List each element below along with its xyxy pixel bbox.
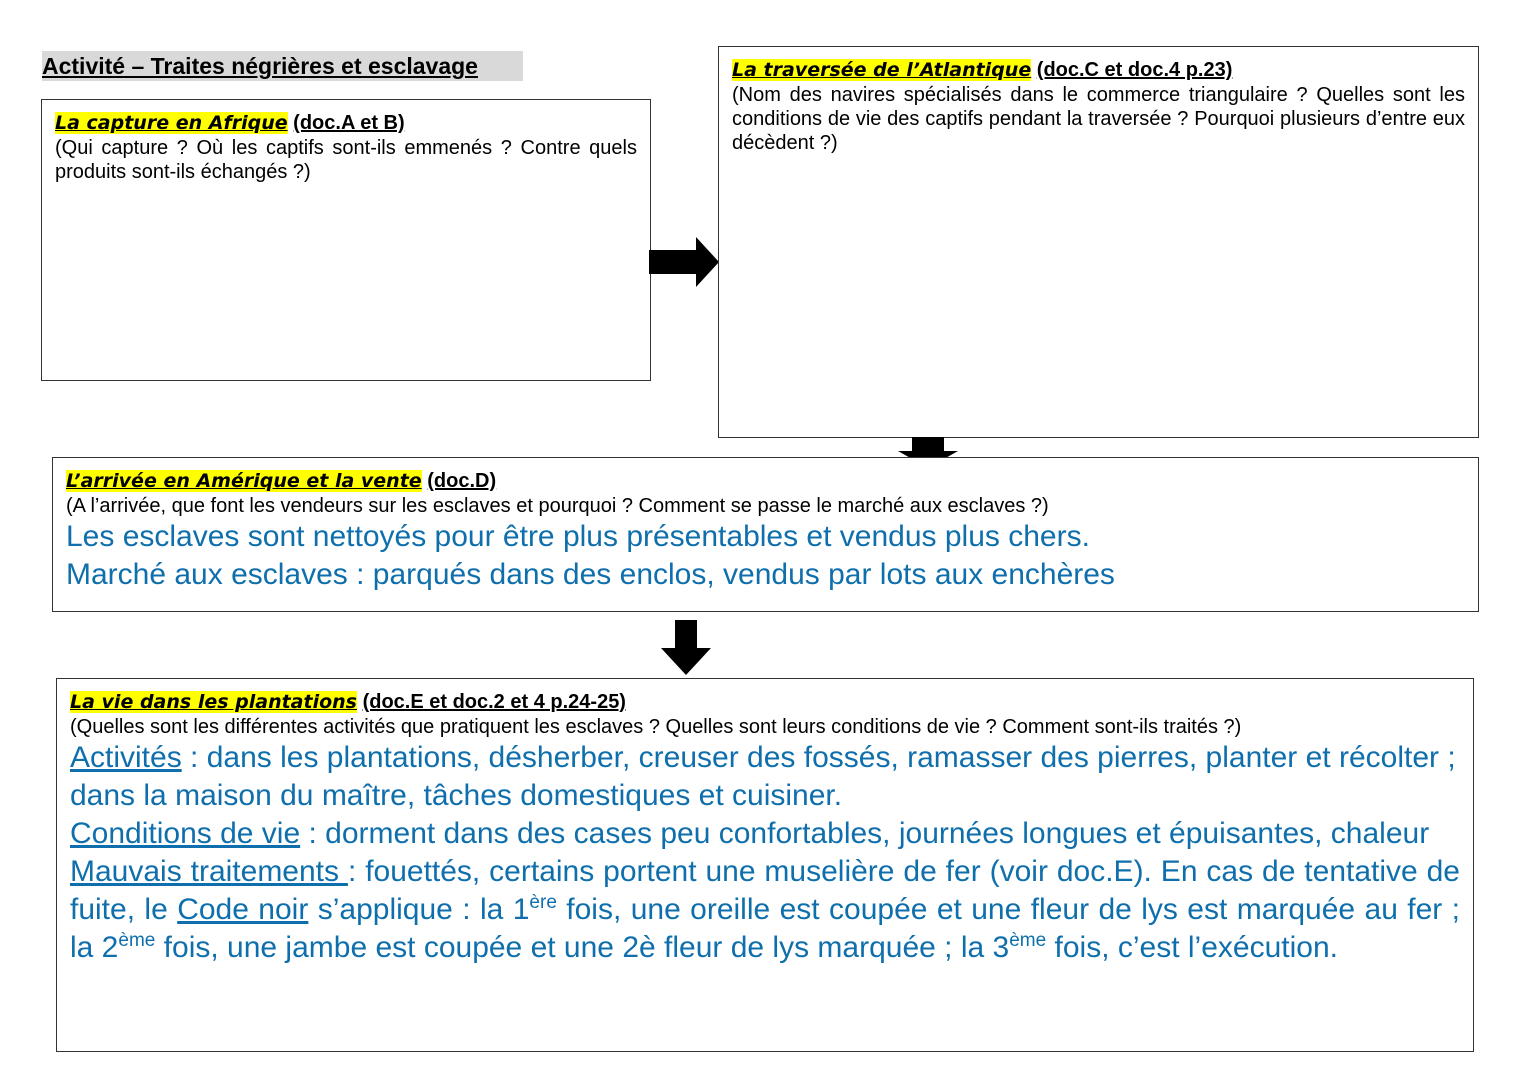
activites-label: Activités [70, 741, 182, 774]
traversee-box [718, 46, 1479, 438]
conditions-text: : dorment dans des cases peu confortables, journées longues et épuisantes, chaleur [300, 817, 1430, 850]
arrivee-answer-1: Les esclaves sont nettoyés pour être plus présentables et vendus plus chers. [66, 520, 1090, 553]
capture-box [41, 99, 651, 381]
activites-paragraph [70, 739, 1460, 815]
arrivee-heading-label: L’arrivée en Amérique et la vente [66, 470, 422, 492]
traversee-heading [732, 57, 1465, 83]
mauvais-text-4: fois, une jambe est coupée et une 2è fleur de lys marquée ; la 3 [155, 931, 1010, 964]
conditions-paragraph [70, 815, 1460, 853]
arrow-right-icon [649, 237, 721, 287]
mauvais-text-5: fois, c’est l’exécution. [1046, 931, 1338, 964]
arrivee-heading [66, 468, 1465, 494]
traversee-doc-ref: (doc.C et doc.4 p.23) [1036, 59, 1233, 81]
capture-heading [55, 110, 637, 136]
plantations-heading [70, 689, 1460, 715]
mauvais-text-1: : fouettés, certains portent une muselière de fer (voir doc.E). En cas de tentative de fuite, le [70, 855, 1460, 926]
arrivee-doc-ref: (doc.D) [427, 470, 497, 492]
capture-questions: (Qui capture ? Où les captifs sont-ils emmenés ? Contre quels produits sont-ils échangés ?) [55, 137, 637, 183]
sup-3: ème [1009, 930, 1047, 951]
plantations-heading-label: La vie dans les plantations [70, 691, 357, 713]
arrivee-answer-2: Marché aux esclaves : parqués dans des enclos, vendus par lots aux enchères [66, 558, 1115, 591]
conditions-label: Conditions de vie [70, 817, 301, 850]
mauvais-paragraph [70, 853, 1460, 967]
plantations-doc-ref: (doc.E et doc.2 et 4 p.24-25) [362, 691, 626, 713]
arrivee-questions: (A l’arrivée, que font les vendeurs sur les esclaves et pourquoi ? Comment se passe le marché aux esclaves ?) [66, 495, 1049, 517]
mauvais-text-3: fois, une oreille est coupée et une fleur de lys est marquée au fer ; la 2 [70, 893, 1461, 964]
sup-2: ème [118, 930, 156, 951]
plantations-questions: (Quelles sont les différentes activités que pratiquent les esclaves ? Quelles sont leurs conditions de vie ? Comment sont-ils traités ?) [70, 716, 1242, 738]
arrivee-box [52, 457, 1479, 612]
plantations-box [56, 678, 1474, 1052]
capture-doc-ref: (doc.A et B) [293, 112, 405, 134]
capture-heading-label: La capture en Afrique [55, 112, 288, 134]
arrow-down-icon [660, 620, 712, 676]
page-title: Activité – Traites négrières et esclavage [42, 51, 523, 81]
traversee-heading-label: La traversée de l’Atlantique [732, 59, 1032, 81]
activites-text: : dans les plantations, désherber, creuser des fossés, ramasser des pierres, planter et récolter ; dans la maison du maître, tâches domestiques et cuisiner. [70, 741, 1456, 812]
mauvais-text-2: s’applique : la 1 [308, 893, 530, 926]
sup-1: ère [529, 892, 557, 913]
traversee-questions: (Nom des navires spécialisés dans le commerce triangulaire ? Quelles sont les conditions de vie des captifs pendant la traversée ? Pourquoi plusieurs d’entre eux décèdent ?) [732, 84, 1465, 154]
code-noir-label: Code noir [177, 893, 309, 926]
mauvais-label: Mauvais traitements [70, 855, 348, 888]
